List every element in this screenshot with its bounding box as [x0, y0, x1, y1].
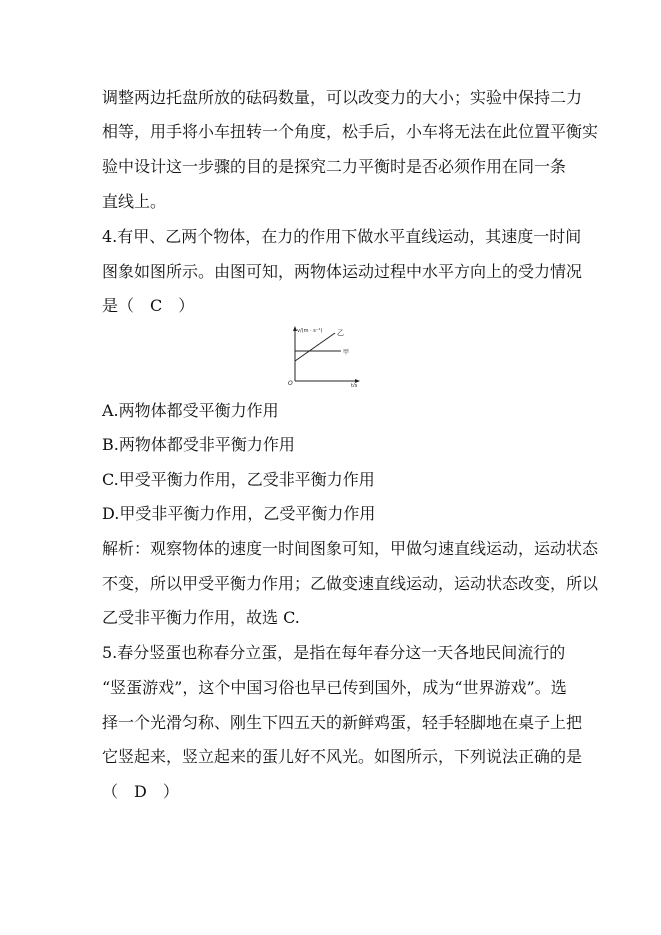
intro-line-1: 调整两边托盘所放的砝码数量，可以改变力的大小；实验中保持二力 — [102, 88, 583, 107]
q5-stem-line-3: 择一个光滑匀称、刚生下四五天的新鲜鸡蛋，轻手轻脚地在桌子上把 — [102, 713, 583, 732]
origin-label: O — [288, 380, 293, 387]
q4-option-b: B.两物体都受非平衡力作用 — [102, 435, 295, 454]
q5-stem-line-1: 5.春分竖蛋也称春分立蛋，是指在每年春分这一天各地民间流行的 — [102, 643, 566, 662]
series-label-yi: 乙 — [337, 329, 344, 337]
q5-answer-line: （ D ） — [102, 782, 179, 801]
q5-stem-line-2: “竖蛋游戏”，这个中国习俗也早已传到国外，成为“世界游戏”。选 — [102, 678, 567, 697]
q4-analysis-line-3: 乙受非平衡力作用，故选 C. — [102, 608, 300, 627]
q4-answer-line: 是（ C ） — [102, 296, 195, 315]
intro-line-4: 直线上。 — [102, 192, 167, 211]
intro-line-3: 验中设计这一步骤的目的是探究二力平衡时是否必须作用在同一条 — [102, 157, 567, 176]
q4-stem-line-1: 4.有甲、乙两个物体，在力的作用下做水平直线运动，其速度一时间 — [102, 227, 582, 246]
q4-option-d: D.甲受非平衡力作用，乙受平衡力作用 — [102, 504, 376, 523]
q5-stem-line-4: 它竖起来，竖立起来的蛋儿好不风光。如图所示，下列说法正确的是 — [102, 747, 583, 766]
q4-analysis-line-2: 不变，所以甲受平衡力作用；乙做变速直线运动，运动状态改变，所以 — [102, 574, 599, 593]
q4-option-a: A.两物体都受平衡力作用 — [102, 401, 279, 420]
x-axis-label: t/s — [351, 383, 358, 387]
vt-graph-svg — [283, 323, 363, 387]
q4-analysis-line-1: 解析：观察物体的速度一时间图象可知，甲做匀速直线运动，运动状态 — [102, 539, 599, 558]
q4-option-c: C.甲受平衡力作用，乙受非平衡力作用 — [102, 470, 375, 489]
series-line-yi — [295, 333, 335, 361]
q4-stem-line-2: 图象如图所示。由图可知，两物体运动过程中水平方向上的受力情况 — [102, 262, 583, 281]
intro-line-2: 相等，用手将小车扭转一个角度，松手后，小车将无法在此位置平衡实 — [102, 122, 599, 141]
q4-vt-graph — [283, 323, 363, 387]
series-label-jia: 甲 — [343, 349, 350, 356]
y-axis-label: v/(m · s⁻¹) — [297, 328, 323, 334]
